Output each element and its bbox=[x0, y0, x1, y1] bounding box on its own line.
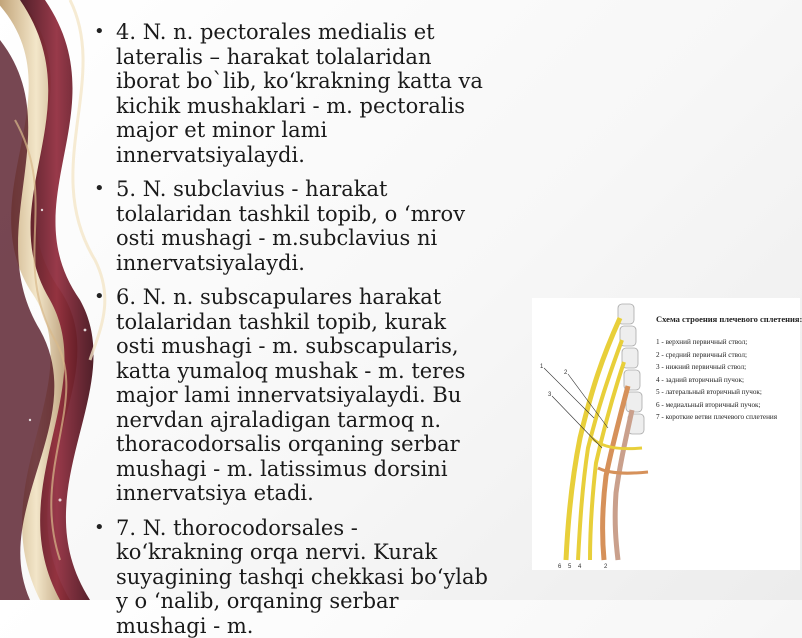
legend-item: 5 - латеральный вторичный пучок; bbox=[656, 386, 796, 399]
bullet-item bbox=[88, 285, 488, 506]
bullet-dot-icon: • bbox=[94, 516, 105, 541]
bullet-text: 4. N. n. pectorales medialis et lateralis – harakat tolalaridan iborat bo`lib, ko‘krakning katta va kichik mushaklari - m. pectoralis major et minor lami innervatsiyalaydi. bbox=[116, 20, 483, 167]
bullet-text: 7. N. thorocodorsales - ko‘krakning orqa nervi. Kurak suyagining tashqi chekkasi bo‘ylab y o ‘nalib, orqaning serbar mushagi - m. bbox=[116, 516, 488, 638]
bullet-list bbox=[88, 20, 488, 638]
diagram-label-1: 1 bbox=[540, 364, 544, 370]
brachial-plexus-diagram bbox=[532, 298, 656, 570]
diagram-label-2: 2 bbox=[564, 370, 568, 376]
diagram-label-bottom-2: 5 bbox=[568, 564, 572, 570]
brachial-plexus-figure bbox=[532, 298, 800, 570]
bullet-item bbox=[88, 20, 488, 167]
legend-item: 2 - средний первичный ствол; bbox=[656, 349, 796, 362]
bullet-item bbox=[88, 177, 488, 275]
figure-legend bbox=[656, 314, 796, 424]
diagram-label-bottom-3: 4 bbox=[578, 564, 582, 570]
slide-content bbox=[88, 20, 488, 600]
figure-title: Схема строения плечевого сплетения: bbox=[656, 314, 796, 324]
bullet-text: 6. N. n. subscapulares harakat tolalaridan tashkil topib, kurak osti mushagi - m. subscapularis, katta yumaloq mushak - m. teres major lami innervatsiyalaydi. Bu nervdan ajraladigan tarmoq n. thoracodorsalis orqaning serbar mushagi - m. latissimus dorsini innervatsiya etadi. bbox=[116, 285, 465, 505]
bullet-dot-icon: • bbox=[94, 285, 105, 310]
bullet-text: 5. N. subclavius - harakat tolalaridan tashkil topib, o ‘mrov osti mushagi - m.subclavius ni innervatsiyalaydi. bbox=[116, 177, 465, 275]
legend-item: 6 - медиальный вторичный пучок; bbox=[656, 399, 796, 412]
legend-item: 4 - задний вторичный пучок; bbox=[656, 374, 796, 387]
legend-item: 1 - верхний первичный ствол; bbox=[656, 336, 796, 349]
legend-item: 7 - короткие ветви плечевого сплетения bbox=[656, 411, 796, 424]
diagram-label-bottom-4: 2 bbox=[604, 564, 608, 570]
bullet-dot-icon: • bbox=[94, 20, 105, 45]
diagram-label-3: 3 bbox=[548, 392, 552, 398]
bullet-dot-icon: • bbox=[94, 177, 105, 202]
bullet-item bbox=[88, 516, 488, 638]
diagram-label-bottom-1: 6 bbox=[558, 564, 562, 570]
legend-item: 3 - нижний первичный ствол; bbox=[656, 361, 796, 374]
